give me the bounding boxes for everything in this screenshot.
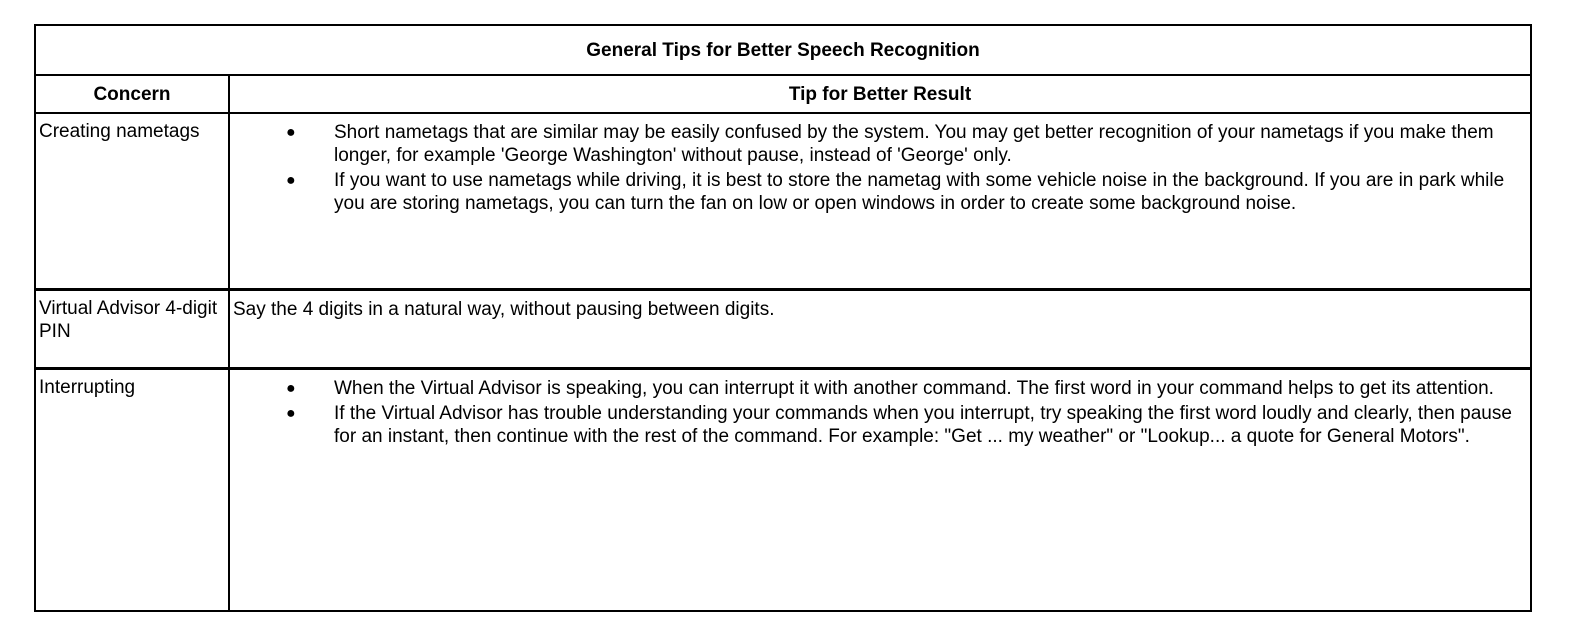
tip-text: If the Virtual Advisor has trouble understanding your commands when you interrupt, try speaking the first word loudly and clearly, then pause for an instant, then continue with the rest of the command. For example: "Get ... my weather" or "Lookup... a quote for General Motors".: [334, 402, 1512, 447]
bullet-icon: ●: [286, 124, 296, 142]
concern-cell: Virtual Advisor 4-digit PIN: [35, 289, 229, 368]
tip-text: Short nametags that are similar may be easily confused by the system. You may get better recognition of your nametags if you make them longer, for example 'George Washington' without pause, instead of 'George' only.: [334, 122, 1494, 167]
bullet-icon: ●: [286, 172, 296, 190]
table-row: [35, 113, 1531, 289]
table-title: General Tips for Better Speech Recognition: [35, 25, 1531, 75]
tip-cell: Say the 4 digits in a natural way, without pausing between digits.: [229, 289, 1531, 368]
tip-cell: [229, 368, 1531, 611]
tip-item: [230, 121, 1514, 167]
tip-item: [230, 402, 1514, 448]
tip-item: [230, 169, 1514, 215]
tip-text: When the Virtual Advisor is speaking, you can interrupt it with another command. The first word in your command helps to get its attention.: [334, 377, 1494, 399]
concern-cell: Interrupting: [35, 368, 229, 611]
table-row: [35, 289, 1531, 368]
speech-tips-table: [34, 24, 1532, 612]
bullet-icon: ●: [286, 379, 296, 397]
tip-list: [230, 121, 1514, 215]
bullet-icon: ●: [286, 404, 296, 422]
table-header-row: [35, 75, 1531, 113]
tip-text: If you want to use nametags while driving, it is best to store the nametag with some vehicle noise in the background. If you are in park while you are storing nametags, you can turn the fan on low or open windows in order to create some background noise.: [334, 170, 1505, 215]
table-title-row: [35, 25, 1531, 75]
tip-list: [230, 377, 1514, 448]
header-tip: Tip for Better Result: [229, 75, 1531, 113]
concern-cell: Creating nametags: [35, 113, 229, 289]
tip-cell: [229, 113, 1531, 289]
tip-item: [230, 377, 1514, 400]
table-row: [35, 368, 1531, 611]
header-concern: Concern: [35, 75, 229, 113]
